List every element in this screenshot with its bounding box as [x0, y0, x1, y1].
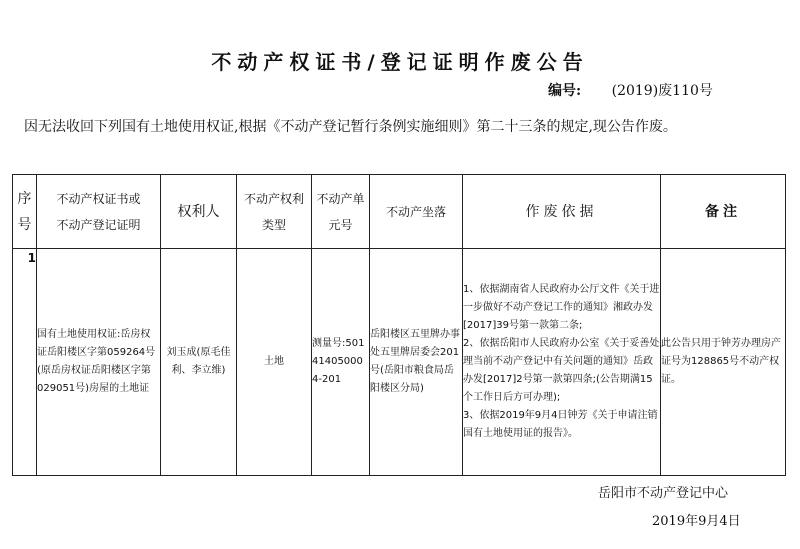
intro-text: 因无法收回下列国有土地使用权证,根据《不动产登记暂行条例实施细则》第二十三条的规定,现公告作废。: [24, 119, 677, 135]
header-cert-line2: 不动产登记证明: [56, 217, 141, 232]
header-index-label: 序号: [17, 190, 32, 233]
cell-unit: 测量号:501414050004-201: [312, 249, 370, 476]
header-unit-line2: 元号: [328, 217, 353, 232]
header-cert-line1: 不动产权证书或: [56, 191, 141, 206]
doc-number: [548, 80, 713, 100]
footer-org: 岳阳市不动产登记中心: [598, 486, 729, 501]
page-title: 不动产权证书/登记证明作废公告: [211, 50, 589, 74]
cell-basis: [463, 249, 661, 476]
header-remark: 备注: [661, 175, 786, 249]
header-unit-line1: 不动产单: [316, 191, 365, 206]
cell-cert: 国有土地使用权证:岳房权证岳阳楼区字第059264号(原岳房权证岳阳楼区字第029051号)房屋的土地证: [37, 249, 161, 476]
footer-date: 2019年9月4日: [652, 514, 741, 529]
header-type: [237, 175, 312, 249]
void-table: [12, 174, 786, 476]
basis-item-2: 2、依据岳阳市人民政府办公室《关于妥善处理当前不动产登记中有关问题的通知》岳政办发[2017]2号第一款第四条;(公告期满15个工作日后方可办理);: [463, 338, 660, 403]
cell-remark: 此公告只用于钟芳办理房产证号为128865号不动产权证。: [661, 249, 786, 476]
header-type-line1: 不动产权利: [243, 191, 304, 206]
cell-type: 土地: [237, 249, 312, 476]
basis-item-1: 1、依据湖南省人民政府办公厅文件《关于进一步做好不动产登记工作的通知》湘政办发[2017]39号第一款第二条;: [463, 284, 660, 331]
table-row: [13, 249, 786, 476]
header-index: [13, 175, 37, 249]
basis-item-3: 3、依据2019年9月4日钟芳《关于申请注销国有土地使用证的报告》。: [463, 410, 658, 439]
header-unit: [312, 175, 370, 249]
cell-index: 1: [13, 249, 37, 476]
cell-holder: 刘玉成(原毛佳利、李立维): [161, 249, 237, 476]
cell-location: 岳阳楼区五里牌办事处五里牌居委会201号(岳阳市粮食局岳阳楼区分局): [370, 249, 463, 476]
header-location: 不动产坐落: [370, 175, 463, 249]
table-header-row: [13, 175, 786, 249]
header-basis: 作废依据: [463, 175, 661, 249]
doc-number-value: (2019)废110号: [611, 83, 713, 99]
header-holder: 权利人: [161, 175, 237, 249]
doc-number-label: 编号:: [548, 83, 582, 99]
header-cert: [37, 175, 161, 249]
header-type-line2: 类型: [261, 217, 286, 232]
